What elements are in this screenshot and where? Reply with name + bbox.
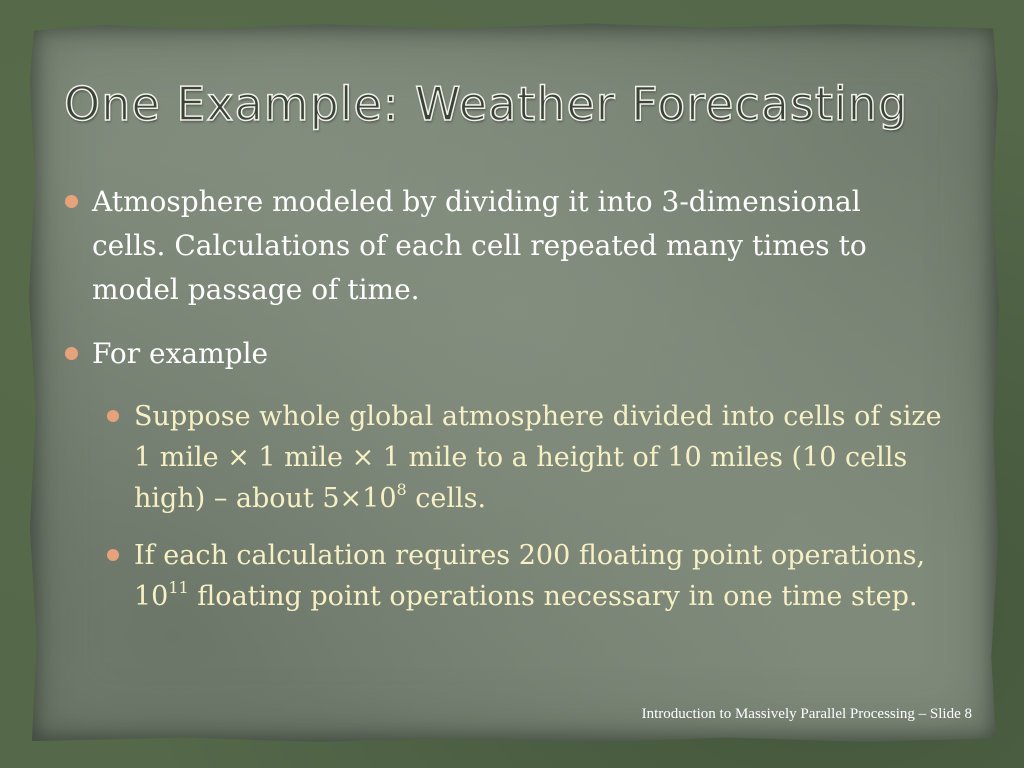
sub-bullet-text bbox=[134, 540, 925, 612]
slide-footer: Introduction to Massively Parallel Processing – Slide 8 bbox=[641, 706, 972, 722]
bullet-dot-icon bbox=[65, 347, 78, 360]
sub-bullet-text-start: Suppose whole global atmosphere divided into cells of size 1 mile × 1 mile × 1 mile to a height of 10 miles (10 cells high) – about 5×10 bbox=[134, 401, 942, 514]
bullet-dot-icon bbox=[65, 195, 78, 208]
bullet-text: For example bbox=[92, 337, 269, 370]
sub-bullet-item bbox=[62, 396, 942, 519]
slide-title: One Example: Weather Forecasting bbox=[64, 77, 909, 131]
sub-bullet-text-end: floating point operations necessary in one time step. bbox=[188, 581, 918, 612]
bullet-dot-icon bbox=[107, 410, 119, 422]
exponent: 8 bbox=[396, 480, 407, 499]
bullet-item bbox=[62, 332, 942, 376]
sub-bullet-text bbox=[134, 401, 942, 514]
sub-bullet-text-end: cells. bbox=[406, 483, 487, 514]
exponent: 11 bbox=[168, 578, 189, 597]
sub-bullet-text-start: If each calculation requires 200 floating point operations, 10 bbox=[134, 540, 926, 612]
bullet-item bbox=[62, 180, 942, 312]
sub-bullet-item bbox=[62, 535, 942, 617]
bullet-dot-icon bbox=[107, 549, 119, 561]
bullet-text: Atmosphere modeled by dividing it into 3-dimensional cells. Calculations of each cell repeated many times to model passage of time. bbox=[92, 185, 867, 306]
bullet-list bbox=[62, 180, 942, 633]
